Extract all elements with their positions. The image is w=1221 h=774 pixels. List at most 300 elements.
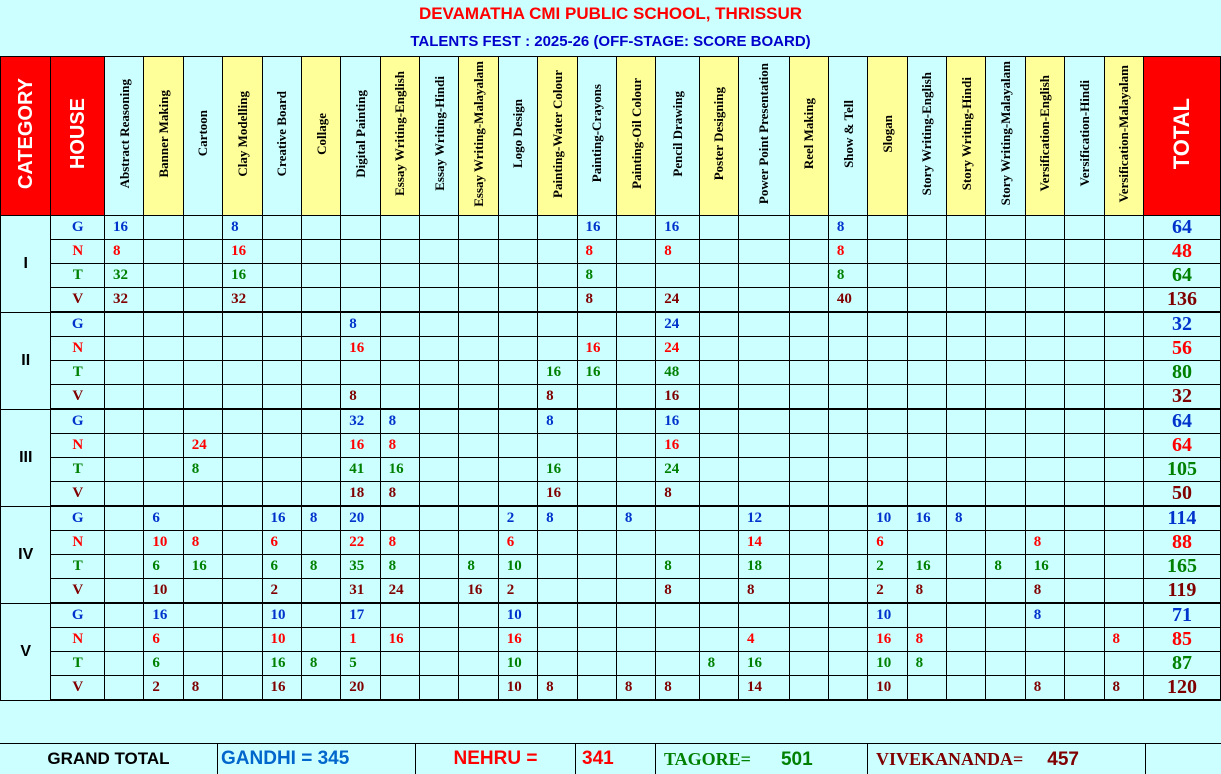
score-cell xyxy=(301,531,340,555)
score-cell: 10 xyxy=(868,506,907,531)
score-cell xyxy=(739,216,789,240)
score-cell: 24 xyxy=(656,312,699,337)
score-cell xyxy=(947,579,986,604)
score-cell xyxy=(1025,337,1064,361)
score-cell: 16 xyxy=(262,506,301,531)
event-header-label: Pencil Drawing xyxy=(669,90,685,177)
score-cell xyxy=(789,652,828,676)
score-cell: 5 xyxy=(341,652,380,676)
score-cell xyxy=(301,434,340,458)
score-cell xyxy=(907,531,946,555)
score-cell xyxy=(498,458,537,482)
score-cell xyxy=(907,264,946,288)
event-header xyxy=(828,57,867,216)
score-cell: 10 xyxy=(868,652,907,676)
tagore-total xyxy=(656,744,868,774)
score-cell xyxy=(183,288,222,313)
score-cell xyxy=(223,531,262,555)
score-cell xyxy=(828,628,867,652)
row-total: 32 xyxy=(1143,312,1220,337)
score-cell xyxy=(1025,628,1064,652)
score-cell xyxy=(223,361,262,385)
score-cell xyxy=(459,676,498,701)
score-cell xyxy=(739,240,789,264)
row-total: 136 xyxy=(1143,288,1220,313)
row-total: 50 xyxy=(1143,482,1220,507)
score-cell xyxy=(341,361,380,385)
score-cell xyxy=(828,676,867,701)
category-label: II xyxy=(1,312,51,409)
score-cell xyxy=(656,652,699,676)
score-cell xyxy=(986,264,1025,288)
score-cell: 16 xyxy=(868,628,907,652)
score-cell: 16 xyxy=(577,361,616,385)
score-cell xyxy=(947,385,986,410)
score-cell: 8 xyxy=(1104,628,1143,652)
event-header xyxy=(105,57,144,216)
score-cell xyxy=(420,555,459,579)
score-cell xyxy=(986,506,1025,531)
score-cell xyxy=(144,409,183,434)
score-cell xyxy=(907,216,946,240)
score-cell: 16 xyxy=(907,555,946,579)
score-cell xyxy=(789,288,828,313)
score-cell: 48 xyxy=(656,361,699,385)
score-cell xyxy=(986,337,1025,361)
event-header xyxy=(459,57,498,216)
score-row xyxy=(1,458,1221,482)
score-row xyxy=(1,361,1221,385)
score-cell xyxy=(699,288,738,313)
score-cell xyxy=(699,264,738,288)
score-cell xyxy=(789,628,828,652)
score-cell: 24 xyxy=(183,434,222,458)
score-cell xyxy=(699,506,738,531)
score-cell: 32 xyxy=(341,409,380,434)
score-cell xyxy=(498,434,537,458)
event-header-label: Digital Painting xyxy=(352,89,368,178)
score-cell xyxy=(1025,409,1064,434)
house-label: G xyxy=(51,312,105,337)
score-cell xyxy=(183,482,222,507)
score-cell xyxy=(538,288,577,313)
score-cell xyxy=(1104,434,1143,458)
score-cell xyxy=(739,458,789,482)
score-cell xyxy=(498,337,537,361)
score-cell: 8 xyxy=(656,676,699,701)
score-cell xyxy=(459,531,498,555)
row-total: 80 xyxy=(1143,361,1220,385)
score-cell xyxy=(828,361,867,385)
score-cell xyxy=(947,458,986,482)
row-total: 114 xyxy=(1143,506,1220,531)
score-cell xyxy=(986,531,1025,555)
row-total: 64 xyxy=(1143,409,1220,434)
score-cell xyxy=(183,506,222,531)
score-cell xyxy=(301,628,340,652)
score-cell xyxy=(459,434,498,458)
score-cell xyxy=(420,337,459,361)
score-cell xyxy=(459,385,498,410)
score-cell xyxy=(1065,264,1104,288)
score-cell: 6 xyxy=(262,531,301,555)
score-cell xyxy=(420,676,459,701)
score-row xyxy=(1,312,1221,337)
score-cell xyxy=(183,385,222,410)
score-cell xyxy=(789,531,828,555)
score-cell xyxy=(459,337,498,361)
score-cell: 8 xyxy=(577,264,616,288)
score-cell: 16 xyxy=(538,482,577,507)
score-cell xyxy=(183,579,222,604)
score-cell: 20 xyxy=(341,506,380,531)
score-cell xyxy=(262,434,301,458)
score-cell: 16 xyxy=(183,555,222,579)
score-cell xyxy=(789,361,828,385)
category-label: V xyxy=(1,603,51,700)
tagore-total-label: TAGORE= xyxy=(664,749,751,769)
grand-total-spacer xyxy=(1146,744,1221,774)
score-cell: 16 xyxy=(656,434,699,458)
score-cell xyxy=(789,385,828,410)
score-cell xyxy=(380,603,419,628)
event-header xyxy=(577,57,616,216)
score-cell xyxy=(380,385,419,410)
nehru-total-label: NEHRU = xyxy=(416,744,576,774)
score-cell xyxy=(459,628,498,652)
score-cell xyxy=(1025,458,1064,482)
score-cell xyxy=(1104,312,1143,337)
score-cell xyxy=(420,288,459,313)
score-row xyxy=(1,579,1221,604)
house-label: G xyxy=(51,409,105,434)
house-label: V xyxy=(51,676,105,701)
score-cell xyxy=(459,506,498,531)
score-cell xyxy=(459,603,498,628)
score-cell xyxy=(223,312,262,337)
event-header xyxy=(986,57,1025,216)
score-cell xyxy=(577,652,616,676)
score-cell xyxy=(538,531,577,555)
score-cell xyxy=(380,264,419,288)
score-cell xyxy=(739,264,789,288)
score-cell xyxy=(947,676,986,701)
score-cell xyxy=(789,240,828,264)
score-cell xyxy=(986,482,1025,507)
score-cell: 8 xyxy=(183,676,222,701)
score-cell xyxy=(789,506,828,531)
score-cell xyxy=(1025,506,1064,531)
score-cell xyxy=(577,676,616,701)
score-cell xyxy=(577,482,616,507)
score-cell: 41 xyxy=(341,458,380,482)
score-cell xyxy=(223,409,262,434)
score-cell xyxy=(828,482,867,507)
score-cell xyxy=(1065,385,1104,410)
score-cell: 8 xyxy=(699,652,738,676)
score-cell xyxy=(1025,240,1064,264)
score-cell xyxy=(498,264,537,288)
score-cell xyxy=(947,240,986,264)
total-header: TOTAL xyxy=(1143,57,1220,216)
row-total: 64 xyxy=(1143,264,1220,288)
score-row xyxy=(1,264,1221,288)
house-label: V xyxy=(51,579,105,604)
score-cell: 10 xyxy=(262,603,301,628)
score-cell xyxy=(144,458,183,482)
score-cell xyxy=(262,288,301,313)
score-cell xyxy=(789,434,828,458)
score-cell xyxy=(262,482,301,507)
house-label: T xyxy=(51,361,105,385)
score-cell: 8 xyxy=(1025,531,1064,555)
score-row xyxy=(1,482,1221,507)
score-cell xyxy=(183,603,222,628)
score-cell: 16 xyxy=(538,361,577,385)
score-cell xyxy=(868,482,907,507)
house-label: G xyxy=(51,603,105,628)
score-cell xyxy=(1104,506,1143,531)
score-cell xyxy=(1025,652,1064,676)
score-row xyxy=(1,676,1221,701)
score-cell xyxy=(699,434,738,458)
score-cell xyxy=(868,312,907,337)
score-cell xyxy=(223,603,262,628)
score-cell xyxy=(947,531,986,555)
score-cell xyxy=(986,676,1025,701)
score-cell xyxy=(947,288,986,313)
score-cell xyxy=(144,216,183,240)
score-row xyxy=(1,652,1221,676)
score-cell: 8 xyxy=(223,216,262,240)
score-cell xyxy=(538,603,577,628)
score-cell: 16 xyxy=(341,434,380,458)
score-cell xyxy=(301,458,340,482)
score-cell xyxy=(223,676,262,701)
score-cell: 10 xyxy=(868,676,907,701)
score-cell xyxy=(1065,458,1104,482)
score-cell xyxy=(907,312,946,337)
score-row xyxy=(1,240,1221,264)
score-cell xyxy=(699,555,738,579)
grand-total-row xyxy=(0,743,1221,773)
score-cell xyxy=(1025,361,1064,385)
score-cell xyxy=(380,240,419,264)
event-header xyxy=(144,57,183,216)
score-cell xyxy=(538,434,577,458)
score-cell: 10 xyxy=(262,628,301,652)
row-total: 64 xyxy=(1143,216,1220,240)
score-row xyxy=(1,628,1221,652)
score-cell xyxy=(739,603,789,628)
score-cell xyxy=(986,385,1025,410)
score-cell xyxy=(1065,531,1104,555)
score-cell xyxy=(380,288,419,313)
score-cell xyxy=(739,312,789,337)
score-cell xyxy=(907,676,946,701)
score-cell: 8 xyxy=(947,506,986,531)
score-cell xyxy=(699,482,738,507)
score-cell xyxy=(616,264,655,288)
row-total: 120 xyxy=(1143,676,1220,701)
score-cell xyxy=(498,409,537,434)
score-cell xyxy=(301,385,340,410)
house-label: N xyxy=(51,628,105,652)
score-cell xyxy=(262,409,301,434)
score-cell: 8 xyxy=(656,482,699,507)
score-cell xyxy=(538,264,577,288)
event-header xyxy=(498,57,537,216)
score-cell xyxy=(420,434,459,458)
score-cell: 8 xyxy=(907,652,946,676)
score-cell: 10 xyxy=(498,676,537,701)
score-cell xyxy=(105,603,144,628)
score-cell xyxy=(828,506,867,531)
score-row xyxy=(1,216,1221,240)
house-label: N xyxy=(51,337,105,361)
score-cell xyxy=(699,531,738,555)
score-cell xyxy=(420,240,459,264)
score-cell: 8 xyxy=(828,240,867,264)
score-cell xyxy=(380,361,419,385)
score-cell xyxy=(262,458,301,482)
score-row xyxy=(1,506,1221,531)
score-cell: 16 xyxy=(577,337,616,361)
house-label: N xyxy=(51,240,105,264)
score-cell xyxy=(868,288,907,313)
score-cell xyxy=(1065,434,1104,458)
score-cell xyxy=(301,288,340,313)
score-cell xyxy=(789,216,828,240)
row-total: 32 xyxy=(1143,385,1220,410)
score-cell xyxy=(105,434,144,458)
score-cell xyxy=(947,216,986,240)
tagore-total-value: 501 xyxy=(780,749,813,770)
row-total: 85 xyxy=(1143,628,1220,652)
score-cell xyxy=(1104,361,1143,385)
gandhi-total: GANDHI = 345 xyxy=(218,744,416,774)
event-header-label: Reel Making xyxy=(801,97,817,170)
score-cell xyxy=(739,482,789,507)
score-cell xyxy=(420,216,459,240)
score-cell xyxy=(459,361,498,385)
vivekananda-total-value: 457 xyxy=(1047,749,1079,770)
score-cell: 16 xyxy=(262,652,301,676)
score-cell: 6 xyxy=(262,555,301,579)
score-cell xyxy=(183,409,222,434)
score-cell: 16 xyxy=(223,264,262,288)
score-cell: 8 xyxy=(380,482,419,507)
score-cell xyxy=(616,579,655,604)
score-cell xyxy=(223,458,262,482)
score-cell xyxy=(1025,482,1064,507)
score-cell: 8 xyxy=(341,385,380,410)
score-cell: 16 xyxy=(656,216,699,240)
score-cell: 8 xyxy=(538,676,577,701)
score-cell xyxy=(1104,531,1143,555)
score-cell xyxy=(789,603,828,628)
score-cell xyxy=(739,337,789,361)
score-cell xyxy=(868,385,907,410)
score-cell xyxy=(105,312,144,337)
score-cell xyxy=(616,434,655,458)
score-cell xyxy=(986,216,1025,240)
house-label: G xyxy=(51,506,105,531)
score-cell xyxy=(739,288,789,313)
score-cell xyxy=(183,240,222,264)
score-cell: 8 xyxy=(301,652,340,676)
event-header-label: Collage xyxy=(313,112,329,155)
score-cell: 10 xyxy=(144,531,183,555)
score-cell xyxy=(538,555,577,579)
score-cell: 20 xyxy=(341,676,380,701)
score-cell xyxy=(699,603,738,628)
score-cell xyxy=(947,555,986,579)
score-cell xyxy=(420,458,459,482)
score-cell xyxy=(1025,264,1064,288)
event-header xyxy=(380,57,419,216)
category-label: III xyxy=(1,409,51,506)
event-header xyxy=(868,57,907,216)
score-cell xyxy=(1065,288,1104,313)
score-cell: 8 xyxy=(538,385,577,410)
score-cell xyxy=(144,482,183,507)
score-cell xyxy=(498,482,537,507)
score-cell xyxy=(699,458,738,482)
house-header: HOUSE xyxy=(51,57,105,216)
score-cell xyxy=(1065,506,1104,531)
event-header xyxy=(616,57,655,216)
score-cell xyxy=(577,409,616,434)
score-cell xyxy=(616,337,655,361)
score-cell: 10 xyxy=(144,579,183,604)
score-row xyxy=(1,288,1221,313)
house-label: T xyxy=(51,652,105,676)
score-cell: 2 xyxy=(262,579,301,604)
event-header xyxy=(262,57,301,216)
event-header xyxy=(1025,57,1064,216)
score-cell xyxy=(947,264,986,288)
score-cell xyxy=(907,482,946,507)
score-cell: 6 xyxy=(144,555,183,579)
fest-subtitle: TALENTS FEST : 2025-26 (OFF-STAGE: SCORE BOARD) xyxy=(410,33,811,50)
score-cell xyxy=(498,240,537,264)
score-cell xyxy=(420,628,459,652)
score-cell xyxy=(616,240,655,264)
event-header xyxy=(739,57,789,216)
score-cell xyxy=(1104,385,1143,410)
score-cell xyxy=(907,603,946,628)
score-cell xyxy=(907,361,946,385)
score-cell xyxy=(459,288,498,313)
score-cell xyxy=(301,264,340,288)
score-cell: 6 xyxy=(144,506,183,531)
grand-total-label: GRAND TOTAL xyxy=(0,744,218,774)
score-cell xyxy=(986,240,1025,264)
score-cell xyxy=(223,482,262,507)
score-cell xyxy=(223,337,262,361)
score-cell xyxy=(868,264,907,288)
score-cell xyxy=(907,409,946,434)
score-cell xyxy=(301,676,340,701)
score-cell xyxy=(828,458,867,482)
score-cell xyxy=(868,240,907,264)
score-cell xyxy=(616,312,655,337)
score-cell xyxy=(616,458,655,482)
house-label: T xyxy=(51,555,105,579)
row-total: 71 xyxy=(1143,603,1220,628)
score-cell: 8 xyxy=(656,240,699,264)
